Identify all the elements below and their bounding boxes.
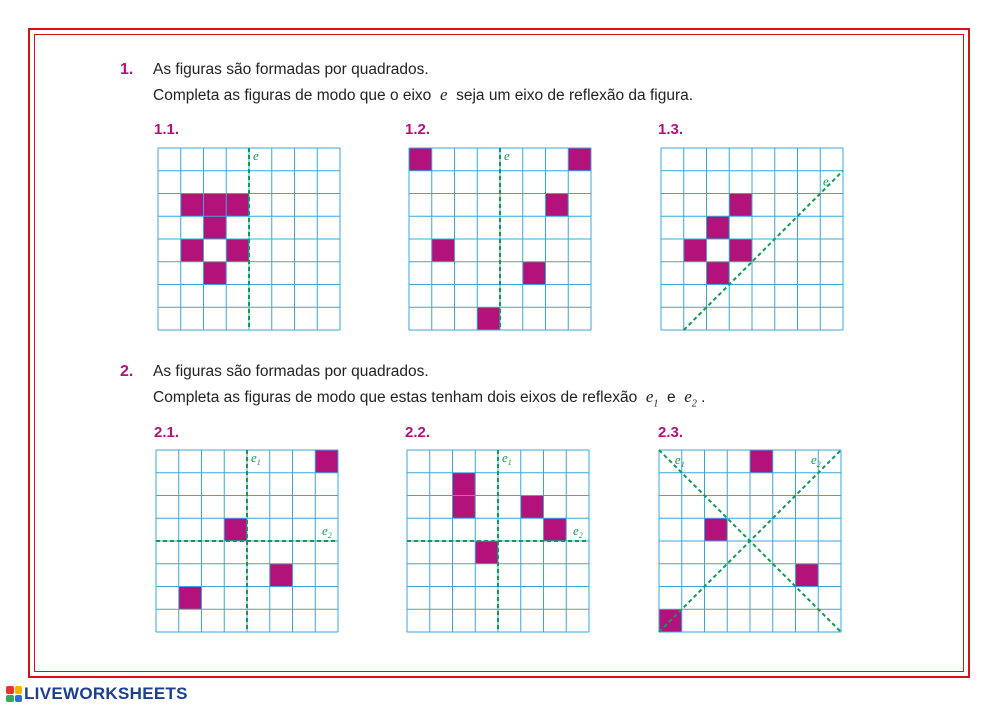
filled-square xyxy=(181,194,204,217)
axis-label: $e_2$ xyxy=(573,523,583,540)
filled-square xyxy=(432,239,455,262)
question-1-line-1: As figuras são formadas por quadrados. xyxy=(153,61,429,78)
figure-grid-2-1[interactable] xyxy=(156,450,338,632)
axis-label: e xyxy=(823,173,829,189)
figure-grid-1-1[interactable] xyxy=(158,148,340,330)
filled-square xyxy=(729,194,752,217)
axis-label: e xyxy=(253,148,259,163)
filled-square xyxy=(204,194,227,217)
question-1-text-a: Completa as figuras de modo que o eixo xyxy=(153,87,432,104)
figure-grid-1-2[interactable] xyxy=(409,148,591,330)
filled-square xyxy=(226,194,249,217)
question-2-dot: . xyxy=(701,389,706,406)
filled-square xyxy=(315,450,338,473)
filled-square xyxy=(179,587,202,610)
filled-square xyxy=(523,262,546,285)
filled-square xyxy=(544,518,567,541)
filled-square xyxy=(270,564,293,587)
question-2-line-1: As figuras são formadas por quadrados. xyxy=(153,363,429,380)
filled-square xyxy=(204,262,227,285)
question-2-axis-2: $e_2$ xyxy=(684,387,697,410)
filled-square xyxy=(226,239,249,262)
figure-label-2-1: 2.1. xyxy=(154,424,180,441)
filled-square xyxy=(684,239,707,262)
question-1-line-2 xyxy=(153,85,693,105)
question-1-axis-symbol: e xyxy=(439,85,448,104)
question-2-text-a: Completa as figuras de modo que estas tenham dois eixos de reflexão xyxy=(153,389,638,406)
figure-grid-2-3[interactable] xyxy=(659,450,841,632)
figure-grid-1-3[interactable] xyxy=(661,148,843,330)
question-2-number: 2. xyxy=(120,363,134,380)
question-2-line-2 xyxy=(153,387,705,409)
filled-square xyxy=(705,518,728,541)
filled-square xyxy=(546,194,569,217)
filled-square xyxy=(477,307,500,330)
filled-square xyxy=(224,518,247,541)
filled-square xyxy=(750,450,773,473)
liveworksheets-logo xyxy=(6,684,188,704)
filled-square xyxy=(181,239,204,262)
question-2-and: e xyxy=(667,389,676,406)
figure-grid-2-2[interactable] xyxy=(407,450,589,632)
axis-label: $e_2$ xyxy=(322,523,332,540)
axis-label: e xyxy=(504,148,510,163)
axis-label: $e_1$ xyxy=(674,452,685,469)
figure-label-1-2: 1.2. xyxy=(405,121,431,138)
filled-square xyxy=(707,262,730,285)
filled-square xyxy=(568,148,591,171)
question-1-number: 1. xyxy=(120,61,134,78)
filled-square xyxy=(475,541,498,564)
filled-square xyxy=(453,473,476,496)
figure-label-2-3: 2.3. xyxy=(658,424,684,441)
filled-square xyxy=(204,216,227,239)
reflection-axis-1 xyxy=(684,171,843,330)
axis-label: $e_2$ xyxy=(811,452,821,469)
axis-label: $e_1$ xyxy=(502,450,512,467)
filled-square xyxy=(521,496,544,519)
brand-text: LIVEWORKSHEETS xyxy=(24,684,188,703)
figure-label-2-2: 2.2. xyxy=(405,424,431,441)
figure-label-1-1: 1.1. xyxy=(154,121,180,138)
filled-square xyxy=(409,148,432,171)
filled-square xyxy=(729,239,752,262)
filled-square xyxy=(453,496,476,519)
filled-square xyxy=(796,564,819,587)
filled-square xyxy=(707,216,730,239)
question-2-axis-1: $e_1$ xyxy=(645,387,659,410)
liveworksheets-icon xyxy=(6,686,22,702)
figure-label-1-3: 1.3. xyxy=(658,121,684,138)
question-1-text-b: seja um eixo de reflexão da figura. xyxy=(456,87,694,104)
axis-label: $e_1$ xyxy=(251,450,261,467)
